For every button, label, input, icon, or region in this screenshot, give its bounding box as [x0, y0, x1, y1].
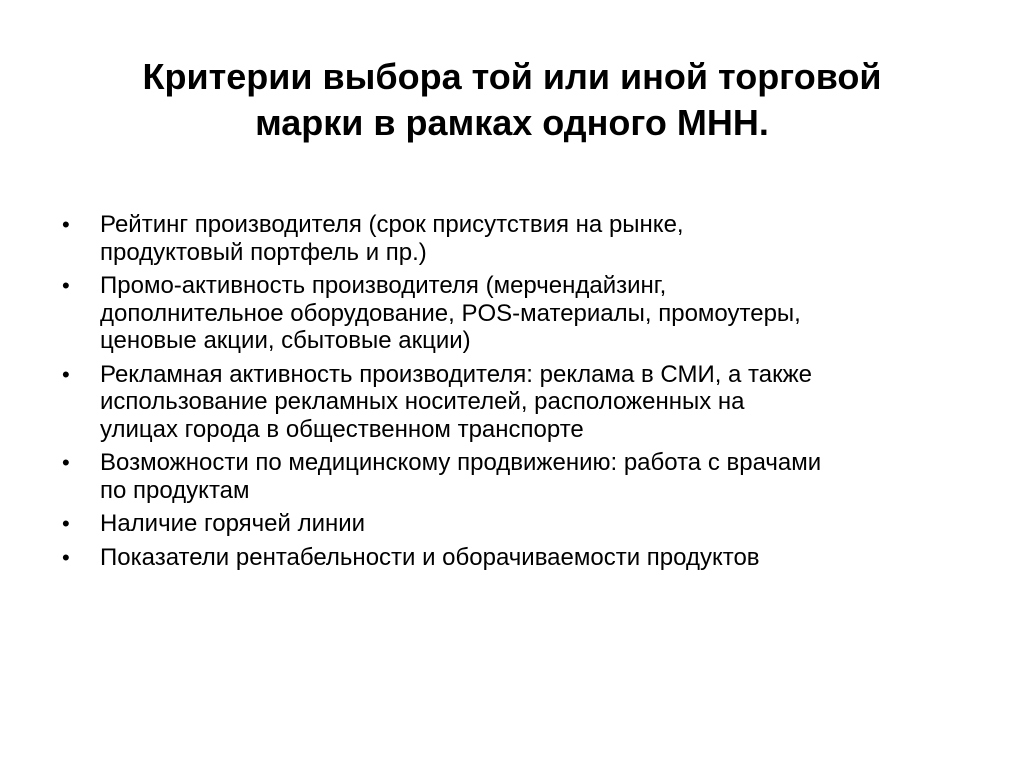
bullet-list: [62, 211, 982, 577]
slide-title: [60, 54, 964, 146]
bullet-text-line: по продуктам: [100, 476, 250, 504]
bullet-text-line: Промо-активность производителя (мерчендайзинг,: [100, 272, 667, 299]
bullet-item: [62, 211, 982, 266]
bullet-text-line: Рекламная активность производителя: реклама в СМИ, а также: [100, 360, 813, 388]
bullet-text-line: Наличие горячей линии: [100, 510, 366, 537]
bullet-dot-icon: •: [62, 544, 70, 570]
slide-title-line: Критерии выбора той или иной торговой: [142, 56, 882, 97]
bullet-dot-icon: •: [62, 361, 70, 387]
bullet-dot-icon: •: [62, 511, 70, 536]
bullet-item: [62, 272, 982, 355]
bullet-text-line: продуктовый портфель и пр.): [100, 238, 427, 266]
bullet-text-line: улицах города в общественном транспорте: [100, 415, 584, 443]
slide-title-line: марки в рамках одного МНН.: [255, 102, 769, 143]
bullet-text-line: использование рекламных носителей, расположенных на: [100, 388, 745, 415]
bullet-dot-icon: •: [62, 212, 70, 237]
bullet-item: [62, 361, 982, 444]
bullet-text-line: ценовые акции, сбытовые акции): [100, 327, 471, 354]
bullet-text-line: Показатели рентабельности и оборачиваемости продуктов: [100, 543, 760, 571]
bullet-item: [62, 510, 982, 538]
bullet-item: [62, 449, 982, 504]
bullet-dot-icon: •: [62, 450, 70, 475]
bullet-text-line: Рейтинг производителя (срок присутствия на рынке,: [100, 211, 684, 238]
bullet-text-line: Возможности по медицинскому продвижению: работа с врачами: [100, 449, 822, 476]
bullet-dot-icon: •: [62, 273, 70, 298]
bullet-item: [62, 544, 982, 572]
bullet-text-line: дополнительное оборудование, POS-материалы, промоутеры,: [100, 299, 801, 327]
